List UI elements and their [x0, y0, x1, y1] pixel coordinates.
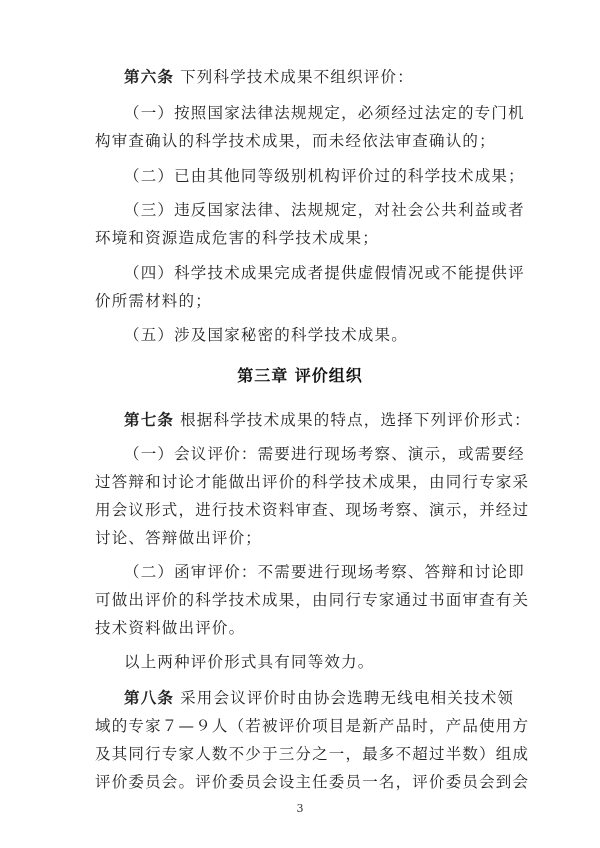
article7-item2-line1: （二）函审评价：不需要进行现场考察、答辩和讨论即 [124, 563, 525, 581]
page-number: 3 [296, 802, 304, 815]
article6-item3-line1: （三）违反国家法律、法规规定，对社会公共利益或者 [124, 201, 525, 219]
article6-item5: （五）涉及国家秘密的科学技术成果。 [124, 326, 408, 344]
article6-item2: （二）已由其他同等级别机构评价过的科学技术成果； [124, 167, 525, 185]
article6-item1-line1: （一）按照国家法律法规规定，必须经过法定的专门机 [124, 104, 525, 122]
article7-intro-text: 根据科学技术成果的特点，选择下列评价形式： [180, 411, 531, 429]
article7-intro [124, 410, 531, 430]
article6-item1-line2: 构审查确认的科学技术成果，而未经依法审查确认的； [95, 132, 496, 150]
article6-item4-line2: 价所需材料的； [95, 292, 212, 310]
article8-line1-text: 采用会议评价时由协会选聘无线电相关技术领 [180, 689, 515, 707]
article6-item3-line2: 环境和资源造成危害的科学技术成果； [95, 229, 379, 247]
article7-item1-line1: （一）会议评价：需要进行现场考察、演示，或需要经 [124, 445, 525, 463]
article8-line4: 评价委员会。评价委员会设主任委员一名，评价委员会到会 [95, 773, 530, 791]
article6-intro-text: 下列科学技术成果不组织评价： [180, 68, 414, 86]
article6-item4-line1: （四）科学技术成果完成者提供虚假情况或不能提供评 [124, 264, 525, 282]
article7-item1-line2: 过答辩和讨论才能做出评价的科学技术成果，由同行专家采 [95, 473, 530, 491]
article8-line2: 域的专家７—９人（若被评价项目是新产品时，产品使用方 [95, 717, 530, 735]
chapter3-title: 第三章 评价组织 [237, 366, 363, 385]
article7-item1-line4: 讨论、答辩做出评价； [95, 529, 263, 547]
article8-line3: 及其同行专家人数不少于三分之一，最多不超过半数）组成 [95, 745, 530, 763]
article8-label: 第八条 [124, 688, 175, 707]
article8-line1 [124, 688, 514, 708]
article7-closing: 以上两种评价形式具有同等效力。 [124, 653, 375, 671]
article7-item1-line3: 用会议形式，进行技术资料审查、现场考察、演示，并经过 [95, 501, 530, 519]
article7-label: 第七条 [124, 410, 175, 429]
article6-label: 第六条 [124, 67, 175, 86]
article7-item2-line2: 可做出评价的科学技术成果，由同行专家通过书面审查有关 [95, 591, 530, 609]
article7-item2-line3: 技术资料做出评价。 [95, 619, 246, 637]
article6-intro [124, 67, 414, 87]
